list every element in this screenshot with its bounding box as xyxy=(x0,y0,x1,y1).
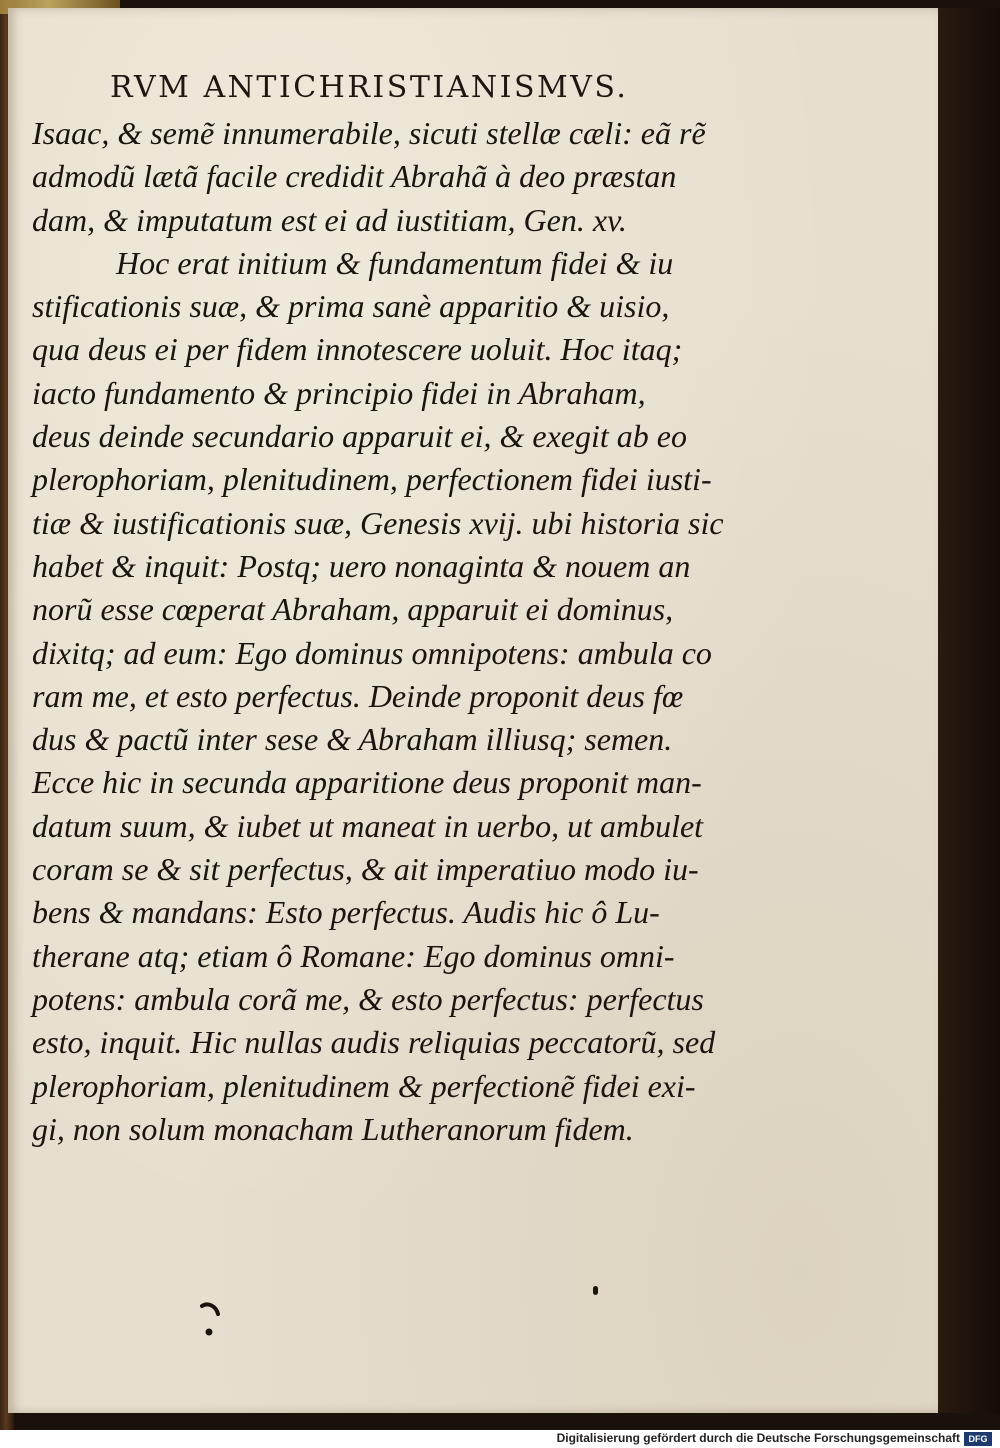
page-shadow xyxy=(938,8,1000,1413)
text-line: plerophoriam, plenitudinem & perfectionẽ fidei exi- xyxy=(32,1067,696,1104)
text-line: ram me, et esto perfectus. Deinde proponit deus fœ xyxy=(32,677,684,714)
text-line: therane atq; etiam ô Romane: Ego dominus omni- xyxy=(32,937,675,974)
text-line: admodũ lætã facile credidit Abrahã à deo præstan xyxy=(32,158,677,195)
text-line: bens & mandans: Esto perfectus. Audis hic ô Lu- xyxy=(32,894,660,931)
catchword-mark xyxy=(200,1300,222,1340)
text-line: iacto fundamento & principio fidei in Abraham, xyxy=(32,374,646,411)
text-line: qua deus ei per fidem innotescere uoluit. Hoc itaq; xyxy=(32,331,683,368)
text-line: dixitq; ad eum: Ego dominus omnipotens: ambula co xyxy=(32,634,712,671)
text-line: coram se & sit perfectus, & ait imperatiuo modo iu- xyxy=(32,851,699,888)
ink-speck xyxy=(593,1286,598,1295)
text-line: gi, non solum monacham Lutheranorum fidem. xyxy=(32,1110,634,1147)
text-line: Hoc erat initium & fundamentum fidei & iu xyxy=(116,244,674,281)
text-line: stificationis suæ, & prima sanè apparitio & uisio, xyxy=(32,288,670,325)
text-line: plerophoriam, plenitudinem, perfectionem fidei iusti- xyxy=(32,461,712,498)
text-line: Isaac, & semẽ innumerabile, sicuti stellæ cæli: eã rẽ xyxy=(32,115,706,151)
text-line: Ecce hic in secunda apparitione deus proponit man- xyxy=(32,764,702,801)
text-line: norũ esse cœperat Abraham, apparuit ei dominus, xyxy=(32,591,674,628)
text-line: datum suum, & iubet ut maneat in uerbo, ut ambulet xyxy=(32,807,704,844)
text-line: potens: ambula corã me, & esto perfectus: perfectus xyxy=(32,980,704,1017)
text-line: habet & inquit: Postq; uero nonaginta & nouem an xyxy=(32,547,691,584)
text-line: tiæ & iustificationis suæ, Genesis xvij. ubi historia sic xyxy=(32,504,724,541)
text-line: dam, & imputatum est ei ad iustitiam, Gen. xv. xyxy=(32,201,627,238)
page-body-text xyxy=(32,112,732,1151)
text-line: dus & pactũ inter sese & Abraham illiusq; semen. xyxy=(32,721,673,758)
dfg-logo: DFG xyxy=(964,1432,992,1446)
digitization-credit: Digitalisierung gefördert durch die Deutsche Forschungsgemeinschaft xyxy=(556,1431,960,1445)
text-line: esto, inquit. Hic nullas audis reliquias peccatorũ, sed xyxy=(32,1024,716,1061)
text-line: deus deinde secundario apparuit ei, & exegit ab eo xyxy=(32,418,687,455)
running-title: RVM ANTICHRISTIANISMVS. xyxy=(110,70,629,105)
